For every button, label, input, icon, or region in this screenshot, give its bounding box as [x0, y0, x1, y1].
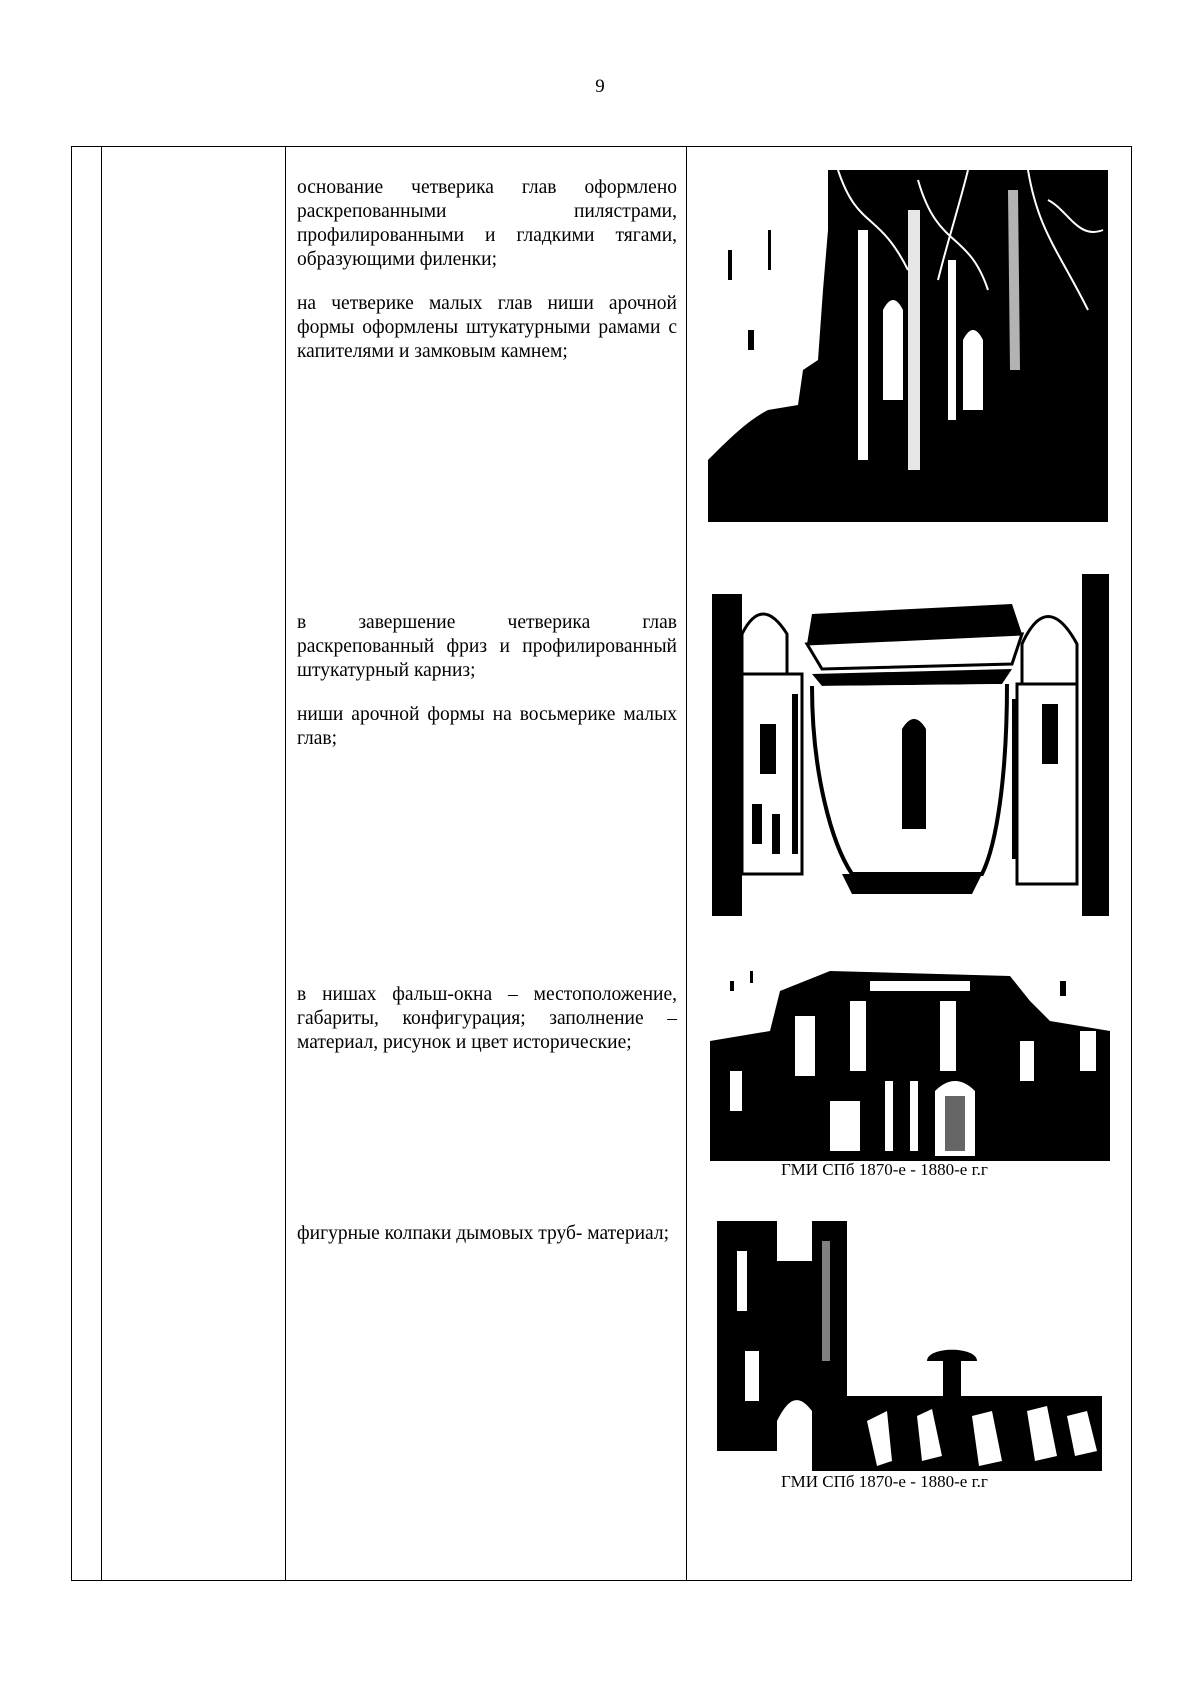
description-block-3: [297, 983, 677, 1055]
photo-caption: ГМИ СПб 1870-е - 1880-е г.г: [781, 1472, 988, 1491]
description-paragraph: на четверике малых глав ниши арочной формы оформлены штукатурными рамами с капителями и замковым камнем;: [297, 292, 677, 362]
description-paragraph: ниши арочной формы на восьмерике малых глав;: [297, 703, 677, 749]
church-domes-photo: [712, 574, 1109, 916]
church-facade-photo: [708, 170, 1108, 522]
description-block-1: [297, 176, 677, 364]
description-paragraph: в нишах фальш-окна – местоположение, габариты, конфигурация; заполнение – материал, рисунок и цвет исторические;: [297, 984, 677, 1053]
column-divider: [686, 147, 687, 1580]
description-block-4: [297, 1222, 677, 1246]
description-paragraph: основание четверика глав оформлено раскрепованными пилястрами, профилированными и гладкими тягами, образующими филенки;: [297, 177, 677, 270]
church-archive-photo: [710, 961, 1110, 1161]
description-paragraph: в завершение четверика глав раскрепованный фриз и профилированный штукатурный карниз;: [297, 612, 677, 681]
column-divider: [285, 147, 286, 1580]
column-divider: [101, 147, 102, 1580]
page-number: 9: [595, 76, 605, 97]
description-block-2: [297, 611, 677, 751]
chimney-caps-photo: [717, 1221, 1102, 1471]
description-paragraph: фигурные колпаки дымовых труб- материал;: [297, 1223, 669, 1244]
photo-caption: ГМИ СПб 1870-е - 1880-е г.г: [781, 1160, 988, 1179]
